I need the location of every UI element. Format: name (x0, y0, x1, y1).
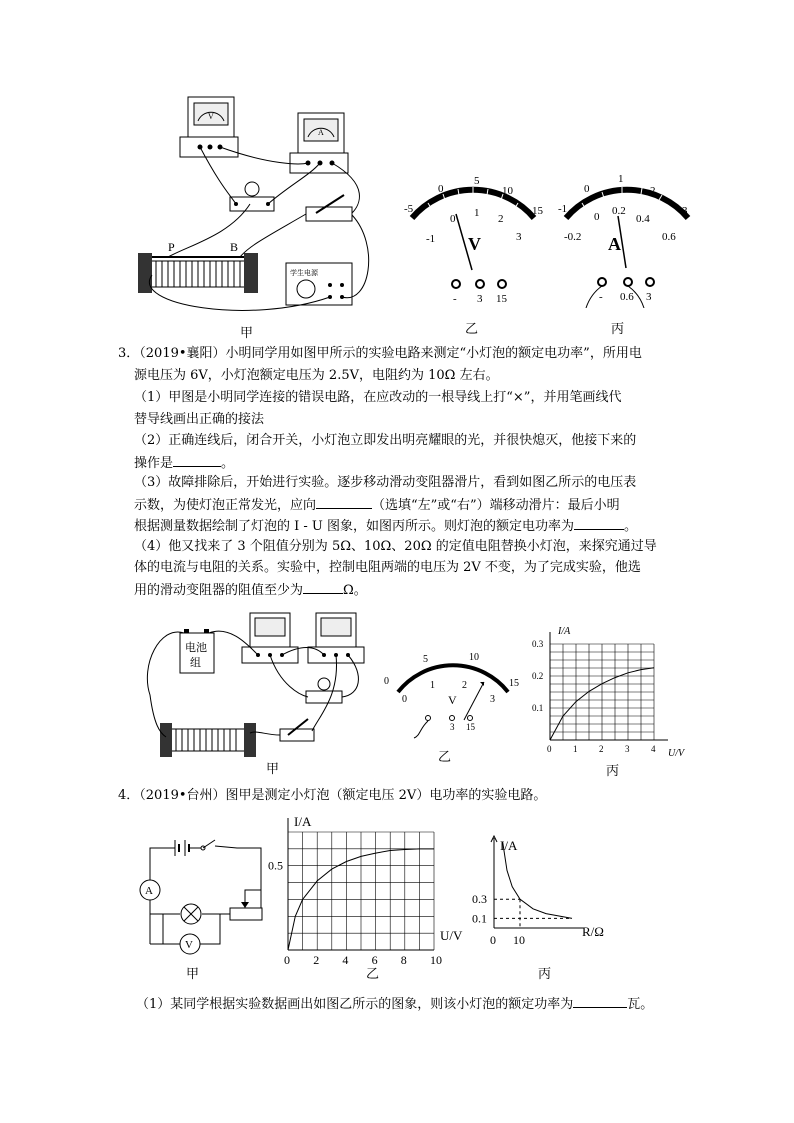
svg-text:15: 15 (509, 678, 519, 689)
q4-iu-chart (262, 810, 472, 970)
svg-text:0.6: 0.6 (662, 231, 676, 243)
svg-text:B: B (230, 240, 239, 254)
svg-text:0: 0 (384, 676, 389, 687)
figure-1-apparatus (130, 95, 390, 330)
svg-text:0: 0 (402, 694, 407, 705)
svg-text:15: 15 (466, 722, 475, 732)
knife-switch (306, 195, 352, 221)
svg-text:2: 2 (650, 185, 656, 197)
svg-text:2: 2 (498, 213, 504, 225)
svg-text:0.6: 0.6 (620, 291, 634, 303)
svg-text:-: - (599, 291, 603, 303)
fig1-caption-c: 丙 (611, 322, 625, 337)
svg-text:A: A (145, 885, 153, 897)
svg-text:P: P (168, 240, 175, 254)
q4-chart-c-ylabel: I/A (500, 838, 518, 853)
q3-line-12: 用的滑动变阻器的阻值至少为 Ω。 (134, 579, 367, 601)
svg-text:3: 3 (646, 291, 652, 303)
q3-line-2: 源电压为 6V，小灯泡额定电压为 2.5V，电阻约为 10Ω 左右。 (134, 368, 499, 383)
svg-text:1: 1 (618, 173, 624, 185)
x-tick-label: 3 (625, 744, 630, 754)
fig1-caption-a: 甲 (240, 326, 254, 341)
x-tick-label: 2 (313, 953, 320, 967)
power-supply (286, 263, 352, 305)
q3-answer-blank-resistance[interactable] (303, 579, 343, 594)
q4-caption-c: 丙 (538, 967, 552, 982)
svg-text:-: - (453, 293, 457, 305)
fig2-lamp (306, 678, 342, 703)
switch-symbol (201, 840, 215, 850)
voltmeter-dial (398, 170, 548, 310)
fig2-caption-c: 丙 (606, 764, 620, 779)
lamp-holder (230, 182, 274, 211)
q3-line-10: （4）他又找来了 3 个阻值分别为 5Ω、10Ω、20Ω 的定值电阻替换小灯泡，来探究通过导 (134, 539, 657, 554)
svg-text:V: V (208, 112, 214, 121)
y-tick-label: 0.5 (268, 858, 283, 873)
fig2-caption-b: 乙 (438, 750, 452, 765)
fig2-iu-chart (528, 620, 698, 770)
fig1-caption-b: 乙 (465, 322, 479, 337)
q3-line-6: 操作是 。 (134, 452, 234, 474)
q4-chart-c-xlabel: R/Ω (582, 924, 604, 939)
svg-text:学生电源: 学生电源 (290, 269, 318, 277)
svg-text:10: 10 (502, 185, 513, 197)
y-tick-label: 0.3 (472, 892, 487, 907)
q4-ir-curve (503, 842, 572, 919)
x-tick-label: 6 (371, 953, 378, 967)
svg-text:5: 5 (423, 654, 428, 665)
q3-line-3: （1）甲图是小明同学连接的错误电路，在应改动的一根导线上打“×”，并用笔画线代 (134, 390, 622, 405)
x-tick-label: 2 (599, 744, 604, 754)
svg-text:15: 15 (496, 293, 507, 305)
rheostat (138, 240, 258, 293)
svg-text:1: 1 (474, 207, 480, 219)
x-tick-label: 8 (400, 953, 407, 967)
svg-text:V: V (468, 234, 481, 254)
svg-text:-1: -1 (426, 233, 436, 245)
q3-line-4: 替导线画出正确的接法 (134, 412, 265, 427)
y-tick-label: 0.3 (532, 639, 544, 649)
q3-answer-blank-power[interactable] (574, 515, 624, 530)
svg-text:15: 15 (532, 205, 543, 217)
svg-text:3: 3 (490, 694, 495, 705)
x-tick-label: 4 (342, 953, 349, 967)
x-tick-label: 1 (573, 744, 578, 754)
svg-text:2: 2 (462, 680, 467, 691)
svg-text:5: 5 (474, 175, 480, 187)
svg-text:A: A (608, 234, 621, 254)
q4-question-1: （1）某同学根据实验数据画出如图乙所示的图象，则该小灯泡的额定功率为 瓦。 (136, 993, 653, 1015)
battery-pack (180, 629, 214, 673)
x-tick-label: 0 (547, 744, 552, 754)
svg-text:0: 0 (584, 183, 590, 195)
svg-text:3: 3 (682, 205, 688, 217)
svg-text:0: 0 (594, 211, 600, 223)
fig2-chart-ylabel: I/A (558, 626, 571, 637)
q4-line-1: 4．（2019•台州）图甲是测定小灯泡（额定电压 2V）电功率的实验电路。 (118, 788, 547, 803)
q3-answer-blank-direction[interactable] (316, 494, 372, 509)
q3-line-1: 3．（2019•襄阳）小明同学用如图甲所示的实验电路来测定“小灯泡的额定电功率”，所用电 (118, 346, 642, 361)
q3-line-9: 根据测量数据绘制了灯泡的 I - U 图象，如图丙所示。则灯泡的额定电功率为 。 (134, 515, 637, 537)
voltmeter-symbol (180, 934, 200, 954)
svg-text:3: 3 (477, 293, 483, 305)
svg-text:A: A (318, 128, 324, 137)
q4-circuit-diagram (135, 832, 270, 962)
fig2-voltmeter-dial (380, 648, 525, 744)
q3-line-11: 体的电流与电阻的关系。实验中，控制电阻两端的电压为 2V 不变，为了完成实验，他选 (134, 560, 641, 575)
svg-text:1: 1 (430, 680, 435, 691)
y-tick-label: 0.2 (532, 671, 544, 681)
voltmeter-device (180, 97, 238, 157)
svg-text:V: V (448, 693, 457, 707)
figure-2-apparatus (140, 605, 380, 770)
lamp-symbol (181, 904, 201, 924)
battery-symbol (175, 840, 189, 856)
fig2-rheostat (160, 723, 256, 757)
x-tick-label: 10 (513, 933, 525, 947)
q4-caption-a: 甲 (186, 967, 200, 982)
svg-text:-5: -5 (404, 203, 414, 215)
q4-chart-b-ylabel: I/A (294, 814, 312, 829)
q3-line-8: 示数，为使灯泡正常发光，应向 （选填“左”或“右”）端移动滑片：最后小明 (134, 494, 620, 516)
fig2-caption-a: 甲 (266, 762, 280, 777)
q4-answer-blank-power[interactable] (573, 993, 627, 1008)
q3-line-7: （3）故障排除后，开始进行实验。逐步移动滑动变阻器滑片，看到如图乙所示的电压表 (134, 475, 637, 490)
rheostat-symbol (230, 890, 262, 920)
svg-text:3: 3 (450, 722, 455, 732)
svg-text:10: 10 (469, 652, 479, 663)
q4-caption-b: 乙 (366, 967, 380, 982)
svg-text:电池: 电池 (185, 642, 207, 654)
y-tick-label: 0.1 (472, 911, 487, 926)
svg-text:0: 0 (438, 183, 444, 195)
x-tick-label: 4 (651, 744, 656, 754)
q3-answer-blank-operation[interactable] (173, 452, 221, 467)
svg-text:3: 3 (516, 231, 522, 243)
ammeter-symbol (140, 880, 160, 900)
fig2-switch (280, 719, 314, 741)
x-tick-label: 10 (430, 953, 442, 967)
y-tick-label: 0.1 (532, 703, 544, 713)
q4-ir-chart (472, 832, 622, 962)
q4-chart-b-xlabel: U/V (440, 928, 463, 943)
svg-text:-1: -1 (558, 203, 568, 215)
svg-text:0.2: 0.2 (612, 205, 626, 217)
svg-text:组: 组 (190, 657, 201, 669)
q3-line-5: （2）正确连线后，闭合开关，小灯泡立即发出明亮耀眼的光，并很快熄灭，他接下来的 (134, 433, 637, 448)
svg-text:-0.2: -0.2 (564, 231, 582, 243)
ammeter-dial (552, 168, 702, 308)
svg-text:V: V (185, 939, 193, 951)
svg-text:0: 0 (450, 213, 456, 225)
fig2-chart-xlabel: U/V (668, 748, 685, 759)
svg-text:0.4: 0.4 (636, 213, 650, 225)
x-tick-label: 0 (490, 933, 496, 947)
x-tick-label: 0 (284, 953, 290, 967)
